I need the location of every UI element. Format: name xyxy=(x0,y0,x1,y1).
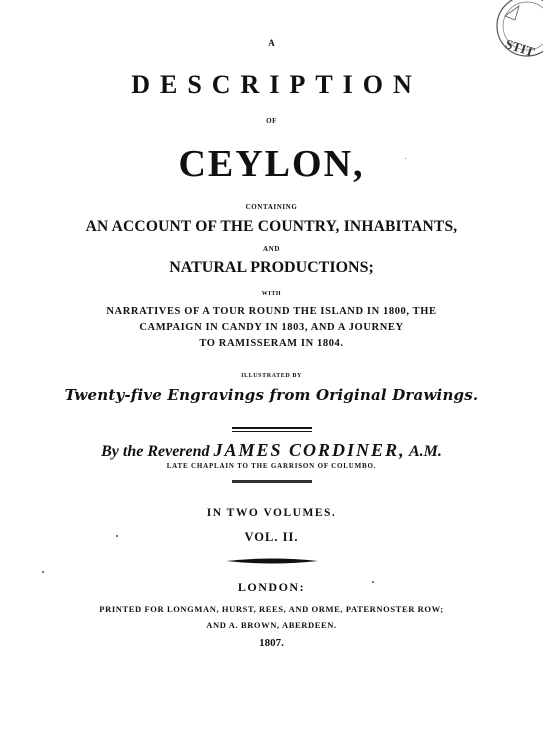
paper-speck xyxy=(116,535,118,537)
containing-label: CONTAINING xyxy=(245,203,298,211)
library-stamp-icon xyxy=(489,0,543,64)
author-prefix: By the Reverend xyxy=(101,443,210,460)
chaplain-line: LATE CHAPLAIN TO THE GARRISON OF COLUMBO. xyxy=(166,462,377,470)
volume-number: VOL. II. xyxy=(244,530,299,544)
publication-year: 1807. xyxy=(259,637,284,649)
title-of: OF xyxy=(266,117,277,125)
account-line: AN ACCOUNT OF THE COUNTRY, INHABITANTS, xyxy=(85,218,458,235)
author-name: JAMES CORDINER, xyxy=(213,440,406,460)
stamp-label: STIT xyxy=(503,36,537,60)
city-line: LONDON: xyxy=(237,580,306,594)
with-label: WITH xyxy=(261,291,282,297)
title-article: A xyxy=(268,38,275,48)
narratives-line-1: NARRATIVES OF A TOUR ROUND THE ISLAND IN 1800, THE xyxy=(106,306,437,317)
author-line xyxy=(0,440,543,461)
divider-rule-thin xyxy=(232,431,312,432)
illustrated-by-label: ILLUSTRATED BY xyxy=(241,373,302,379)
narratives-line-3: TO RAMISSERAM IN 1804. xyxy=(199,338,344,349)
volumes-line: IN TWO VOLUMES. xyxy=(206,507,337,519)
narratives-line-2: CAMPAIGN IN CANDY IN 1803, AND A JOURNEY xyxy=(139,322,404,333)
divider-rule xyxy=(232,427,312,429)
ornament-rule xyxy=(232,480,312,483)
engravings-line: Twenty-five Engravings from Original Drawings. xyxy=(64,386,479,404)
printer-line-2: AND A. BROWN, ABERDEEN. xyxy=(206,620,337,630)
paper-speck xyxy=(405,158,406,159)
natural-productions-line: NATURAL PRODUCTIONS; xyxy=(169,259,374,276)
title-main: DESCRIPTION xyxy=(131,70,422,99)
paper-speck xyxy=(372,581,374,583)
ornament-swell-rule xyxy=(226,557,318,565)
title-subject: CEYLON, xyxy=(178,143,365,185)
and-label: AND xyxy=(263,245,280,253)
paper-speck xyxy=(42,571,44,573)
printer-line-1: PRINTED FOR LONGMAN, HURST, REES, AND ORME, PATERNOSTER ROW; xyxy=(99,604,444,614)
author-suffix: A.M. xyxy=(408,443,442,460)
